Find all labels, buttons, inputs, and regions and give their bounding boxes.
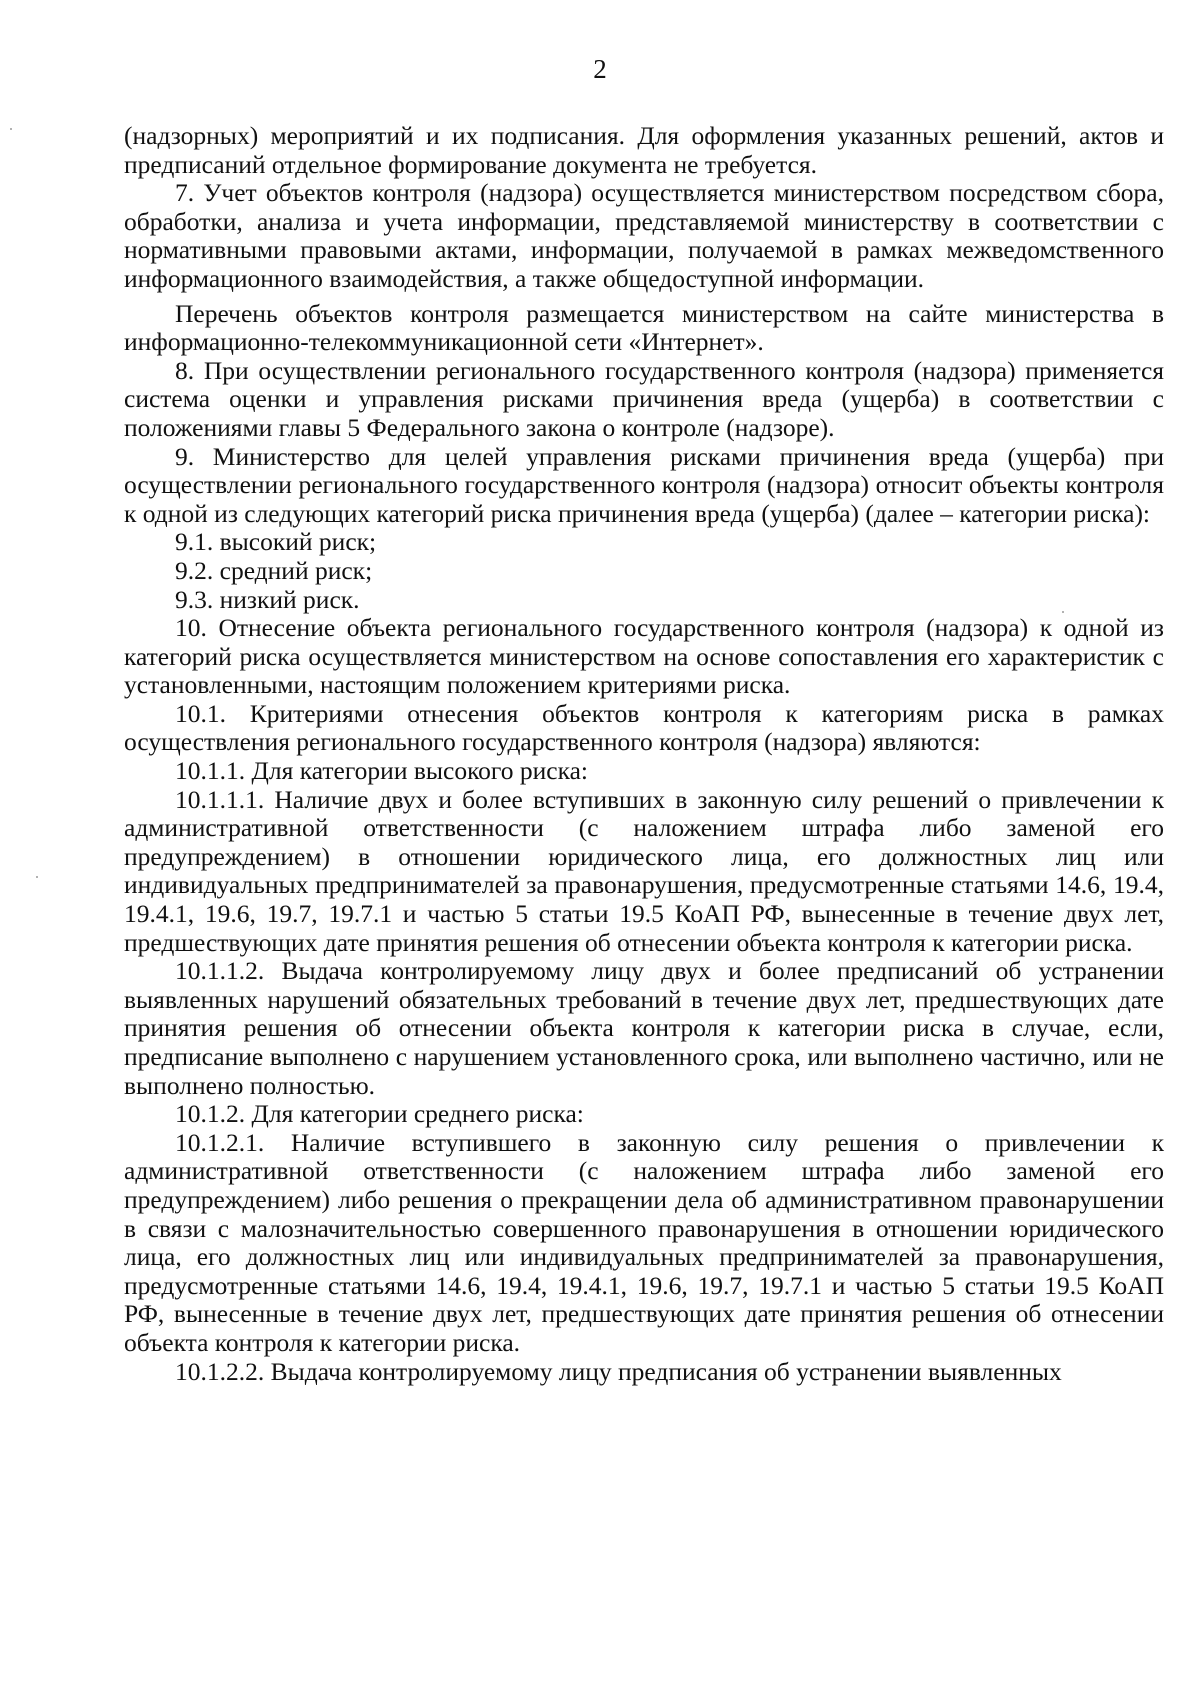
paragraph-7: 7. Учет объектов контроля (надзора) осуществляется министерством посредством сбора, обработки, анализа и учета информации, представляемой министерству в соответствии с нормативными правовыми актами, информации, получаемой в рамках межведомственного информационного взаимодействия, а также общедоступной информации. bbox=[124, 178, 1164, 293]
paragraph-continuation: (надзорных) мероприятий и их подписания. Для оформления указанных решений, актов и предписаний отдельное формирование документа не требуется. bbox=[124, 121, 1164, 179]
scan-speck bbox=[10, 128, 12, 130]
paragraph-10-1-2-1: 10.1.2.1. Наличие вступившего в законную силу решения о привлечении к административной ответственности (с наложением штрафа либо заменой его предупреждением) либо решения о прекращении дела об административном правонарушении в связи с малозначительностью совершенного правонарушения в отношении юридического лица, его должностных лиц или индивидуальных предпринимателей за правонарушения, предусмотренные статьями 14.6, 19.4, 19.4.1, 19.6, 19.7, 19.7.1 и частью 5 статьи 19.5 КоАП РФ, вынесенные в течение двух лет, предшествующих дате принятия решения об отнесении объекта контроля к категории риска. bbox=[124, 1127, 1164, 1357]
paragraph-10-1-1: 10.1.1. Для категории высокого риска: bbox=[175, 756, 588, 786]
document-body bbox=[124, 122, 1164, 1386]
paragraph-9-3: 9.3. низкий риск. bbox=[175, 584, 360, 614]
paragraph-10-1: 10.1. Критериями отнесения объектов контроля к категориям риска в рамках осуществления регионального государственного контроля (надзора) являются: bbox=[124, 698, 1164, 757]
paragraph-objects-list: Перечень объектов контроля размещается министерством на сайте министерства в информационно-телекоммуникационной сети «Интернет». bbox=[124, 298, 1164, 357]
paragraph-10-1-1-2: 10.1.1.2. Выдача контролируемому лицу двух и более предписаний об устранении выявленных нарушений обязательных требований в течение двух лет, предшествующих дате принятия решения об отнесении объекта контроля к категории риска в случае, если, предписание выполнено с нарушением установленного срока, или выполнено частично, или не выполнено полностью. bbox=[124, 956, 1164, 1100]
paragraph-10-1-1-1: 10.1.1.1. Наличие двух и более вступивших в законную силу решений о привлечении к административной ответственности (с наложением штрафа либо заменой его предупреждением) в отношении юридического лица, его должностных лиц или индивидуальных предпринимателей за правонарушения, предусмотренные статьями 14.6, 19.4, 19.4.1, 19.6, 19.7, 19.7.1 и частью 5 статьи 19.5 КоАП РФ, вынесенные в течение двух лет, предшествующих дате принятия решения об отнесении объекта контроля к категории риска. bbox=[124, 784, 1164, 957]
scan-speck bbox=[36, 876, 38, 878]
paragraph-9-2: 9.2. средний риск; bbox=[175, 555, 373, 585]
paragraph-9: 9. Министерство для целей управления рисками причинения вреда (ущерба) при осуществлении регионального государственного контроля (надзора) относит объекты контроля к одной из следующих категорий риска причинения вреда (ущерба) (далее – категории риска): bbox=[124, 441, 1164, 528]
paragraph-10-1-2: 10.1.2. Для категории среднего риска: bbox=[175, 1099, 584, 1129]
paragraph-10: 10. Отнесение объекта регионального государственного контроля (надзора) к одной из категорий риска осуществляется министерством на основе сопоставления его характеристик с установленными, настоящим положением критериями риска. bbox=[124, 613, 1164, 700]
paragraph-10-1-2-2: 10.1.2.2. Выдача контролируемому лицу предписания об устранении выявленных bbox=[175, 1356, 1062, 1386]
page-number: 2 bbox=[593, 54, 607, 84]
paragraph-9-1: 9.1. высокий риск; bbox=[175, 527, 377, 557]
scan-speck bbox=[1062, 611, 1064, 613]
paragraph-8: 8. При осуществлении регионального государственного контроля (надзора) применяется система оценки и управления рисками причинения вреда (ущерба) в соответствии с положениями главы 5 Федерального закона о контроле (надзоре). bbox=[124, 355, 1164, 442]
